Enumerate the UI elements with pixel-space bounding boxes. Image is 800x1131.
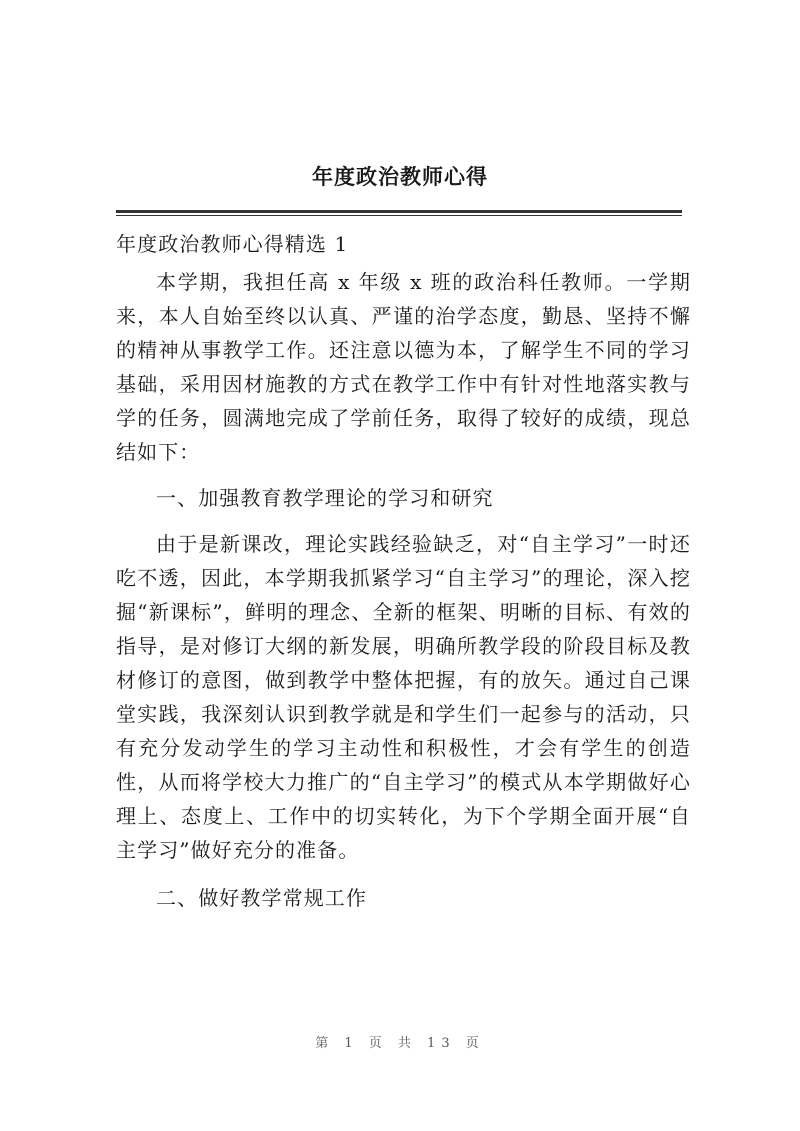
section-heading-1: 一、加强教育教学理论的学习和研究 [156, 486, 494, 510]
title-divider-thin [116, 215, 682, 216]
section-subtitle: 年度政治教师心得精选 1 [116, 232, 349, 256]
title-divider-thick [116, 210, 682, 213]
document-title: 年度政治教师心得 [312, 165, 488, 189]
page-footer: 第 1 页 共 13 页 [315, 1036, 485, 1051]
section-1-paragraph: 由于是新课改，理论实践经验缺乏，对“自主学习”一时还吃不透，因此，本学期我抓紧学习“自主学习”的理论，深入挖掘“新课标”，鲜明的理念、全新的框架、明晰的目标、有效的指导，是对修订大纲的新发展，明确所教学段的阶段目标及教材修订的意图，做到教学中整体把握，有的放矢。通过自己课堂实践，我深刻认识到教学就是和学生们一起参与的活动，只有充分发动学生的学习主动性和积极性，才会有学生的创造性，从而将学校大力推广的“自主学习”的模式从本学期做好心理上、态度上、工作中的切实转化，为下个学期全面开展“自主学习”做好充分的准备。 [116, 532, 691, 862]
section-heading-2: 二、做好教学常规工作 [156, 886, 367, 910]
intro-paragraph: 本学期，我担任高 x 年级 x 班的政治科任教师。一学期来，本人自始至终以认真、严谨的治学态度，勤恳、坚持不懈的精神从事教学工作。还注意以德为本，了解学生不同的学习基础，采用因材施教的方式在教学工作中有针对性地落实教与学的任务，圆满地完成了学前任务，取得了较好的成绩，现总结如下： [116, 270, 691, 464]
document-body [116, 227, 691, 915]
